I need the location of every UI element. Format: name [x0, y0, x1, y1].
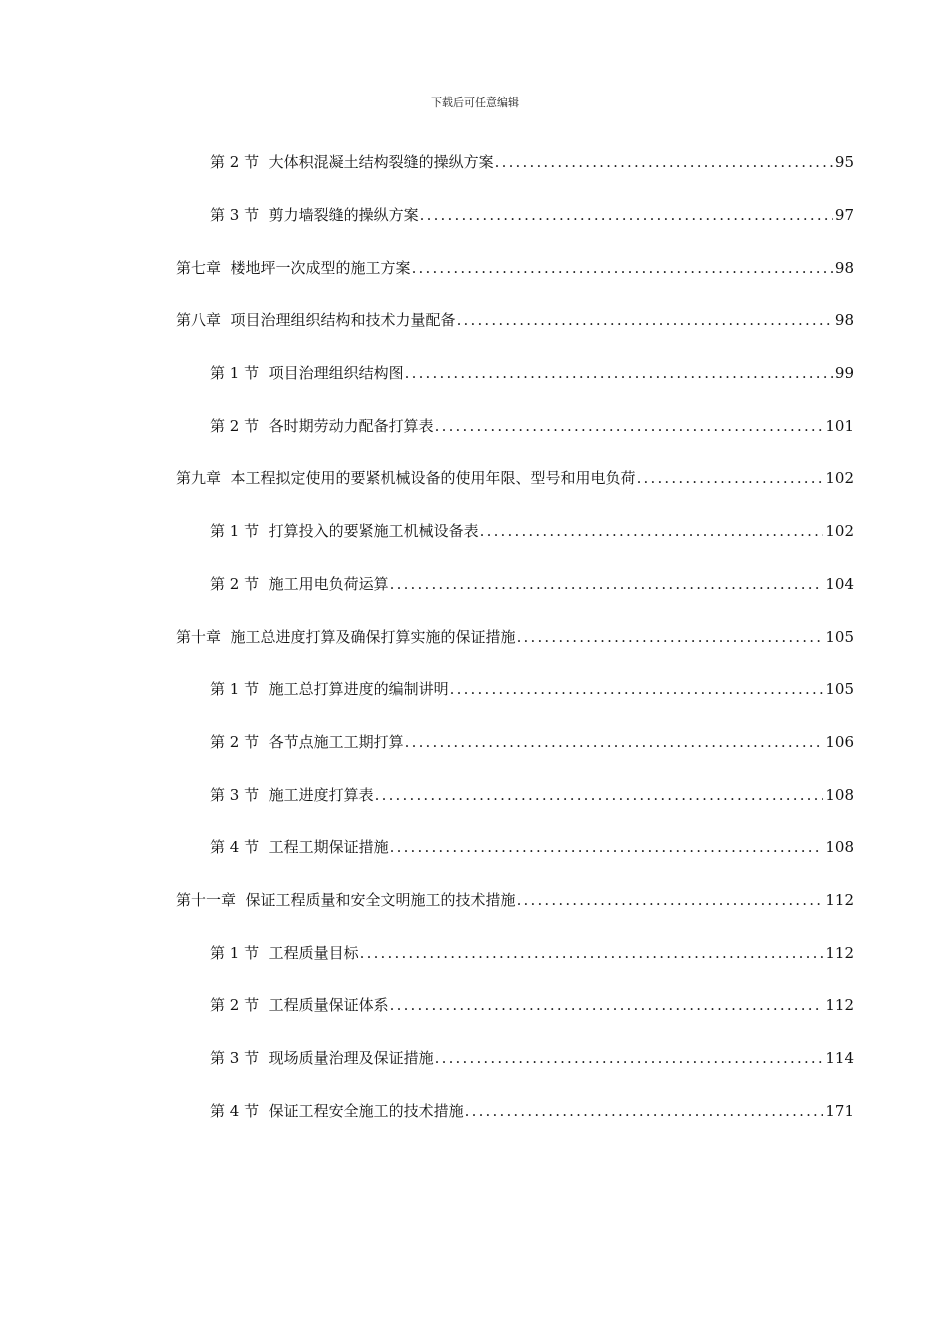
toc-dot-leader — [405, 732, 824, 752]
toc-entry-title: 本工程拟定使用的要紧机械设备的使用年限、型号和用电负荷 — [230, 469, 636, 488]
toc-dot-leader — [390, 995, 824, 1015]
toc-page-number: 101 — [825, 416, 854, 435]
toc-entry-number: 第十一章 — [176, 890, 246, 909]
toc-entry-number: 第 2 节 — [210, 996, 269, 1015]
toc-entry-number: 第 4 节 — [210, 838, 269, 857]
toc-chapter-entry[interactable] — [0, 241, 950, 294]
toc-page-number: 98 — [834, 311, 854, 330]
toc-page-number: 108 — [825, 785, 854, 804]
toc-entry-number: 第九章 — [176, 469, 231, 488]
toc-section-entry[interactable] — [0, 399, 950, 452]
toc-dot-leader — [480, 521, 824, 541]
toc-dot-leader — [517, 890, 824, 910]
toc-dot-leader — [435, 416, 824, 436]
toc-entry-title: 保证工程安全施工的技术措施 — [268, 1101, 464, 1120]
toc-chapter-entry[interactable] — [0, 610, 950, 663]
table-of-contents — [0, 136, 950, 1137]
toc-entry-number: 第 3 节 — [210, 1049, 269, 1068]
toc-entry-number: 第 1 节 — [210, 943, 269, 962]
toc-entry-number: 第 4 节 — [210, 1101, 269, 1120]
toc-dot-leader — [465, 1101, 824, 1121]
page-header: 下载后可任意编辑 — [431, 96, 519, 109]
toc-entry-number: 第八章 — [176, 311, 231, 330]
toc-dot-leader — [360, 943, 824, 963]
toc-entry-title: 项目治理组织结构图 — [268, 364, 404, 383]
toc-dot-leader — [412, 258, 833, 278]
toc-entry-title: 各节点施工工期打算 — [268, 732, 404, 751]
toc-entry-title: 楼地坪一次成型的施工方案 — [230, 258, 411, 277]
toc-section-entry[interactable] — [0, 716, 950, 769]
toc-entry-number: 第 1 节 — [210, 364, 269, 383]
toc-dot-leader — [390, 574, 824, 594]
toc-entry-title: 各时期劳动力配备打算表 — [268, 416, 434, 435]
toc-entry-title: 施工总打算进度的编制讲明 — [268, 680, 449, 699]
toc-dot-leader — [495, 152, 833, 172]
toc-dot-leader — [405, 363, 833, 383]
toc-page-number: 102 — [825, 469, 854, 488]
toc-section-entry[interactable] — [0, 979, 950, 1032]
toc-dot-leader — [450, 679, 824, 699]
toc-section-entry[interactable] — [0, 663, 950, 716]
toc-chapter-entry[interactable] — [0, 452, 950, 505]
toc-chapter-entry[interactable] — [0, 874, 950, 927]
toc-dot-leader — [517, 627, 824, 647]
toc-page-number: 98 — [834, 258, 854, 277]
toc-entry-title: 打算投入的要紧施工机械设备表 — [268, 522, 479, 541]
toc-section-entry[interactable] — [0, 136, 950, 189]
toc-entry-title: 工程工期保证措施 — [268, 838, 389, 857]
toc-entry-number: 第 2 节 — [210, 574, 269, 593]
toc-section-entry[interactable] — [0, 558, 950, 611]
toc-entry-number: 第 1 节 — [210, 680, 269, 699]
toc-entry-number: 第 3 节 — [210, 785, 269, 804]
toc-section-entry[interactable] — [0, 821, 950, 874]
toc-page-number: 171 — [825, 1101, 854, 1120]
toc-entry-number: 第七章 — [176, 258, 231, 277]
toc-page-number: 102 — [825, 522, 854, 541]
toc-page-number: 105 — [825, 627, 854, 646]
toc-dot-leader — [457, 310, 833, 330]
toc-entry-title: 施工进度打算表 — [268, 785, 374, 804]
toc-entry-number: 第 3 节 — [210, 206, 269, 225]
toc-dot-leader — [435, 1048, 824, 1068]
toc-page-number: 104 — [825, 574, 854, 593]
toc-entry-title: 施工总进度打算及确保打算实施的保证措施 — [230, 627, 516, 646]
toc-section-entry[interactable] — [0, 347, 950, 400]
toc-page-number: 112 — [825, 996, 854, 1015]
toc-section-entry[interactable] — [0, 768, 950, 821]
toc-page-number: 112 — [825, 943, 854, 962]
toc-entry-title: 现场质量治理及保证措施 — [268, 1049, 434, 1068]
toc-entry-title: 剪力墙裂缝的操纵方案 — [268, 206, 419, 225]
toc-section-entry[interactable] — [0, 1032, 950, 1085]
toc-page-number: 114 — [825, 1049, 854, 1068]
toc-entry-title: 项目治理组织结构和技术力量配备 — [230, 311, 456, 330]
toc-page-number: 97 — [834, 206, 854, 225]
toc-page-number: 108 — [825, 838, 854, 857]
toc-entry-number: 第 2 节 — [210, 732, 269, 751]
toc-entry-number: 第十章 — [176, 627, 231, 646]
toc-entry-title: 大体积混凝土结构裂缝的操纵方案 — [268, 153, 494, 172]
toc-dot-leader — [420, 205, 833, 225]
toc-entry-title: 工程质量目标 — [268, 943, 359, 962]
toc-dot-leader — [390, 837, 824, 857]
toc-section-entry[interactable] — [0, 189, 950, 242]
toc-page-number: 106 — [825, 732, 854, 751]
toc-entry-number: 第 2 节 — [210, 153, 269, 172]
toc-page-number: 95 — [834, 153, 854, 172]
toc-section-entry[interactable] — [0, 505, 950, 558]
toc-page-number: 99 — [834, 364, 854, 383]
toc-entry-number: 第 1 节 — [210, 522, 269, 541]
toc-chapter-entry[interactable] — [0, 294, 950, 347]
toc-page-number: 112 — [825, 890, 854, 909]
toc-entry-title: 保证工程质量和安全文明施工的技术措施 — [245, 890, 516, 909]
toc-dot-leader — [375, 785, 824, 805]
toc-entry-title: 工程质量保证体系 — [268, 996, 389, 1015]
toc-section-entry[interactable] — [0, 926, 950, 979]
toc-dot-leader — [637, 468, 824, 488]
toc-entry-title: 施工用电负荷运算 — [268, 574, 389, 593]
toc-page-number: 105 — [825, 680, 854, 699]
toc-section-entry[interactable] — [0, 1084, 950, 1137]
toc-entry-number: 第 2 节 — [210, 416, 269, 435]
